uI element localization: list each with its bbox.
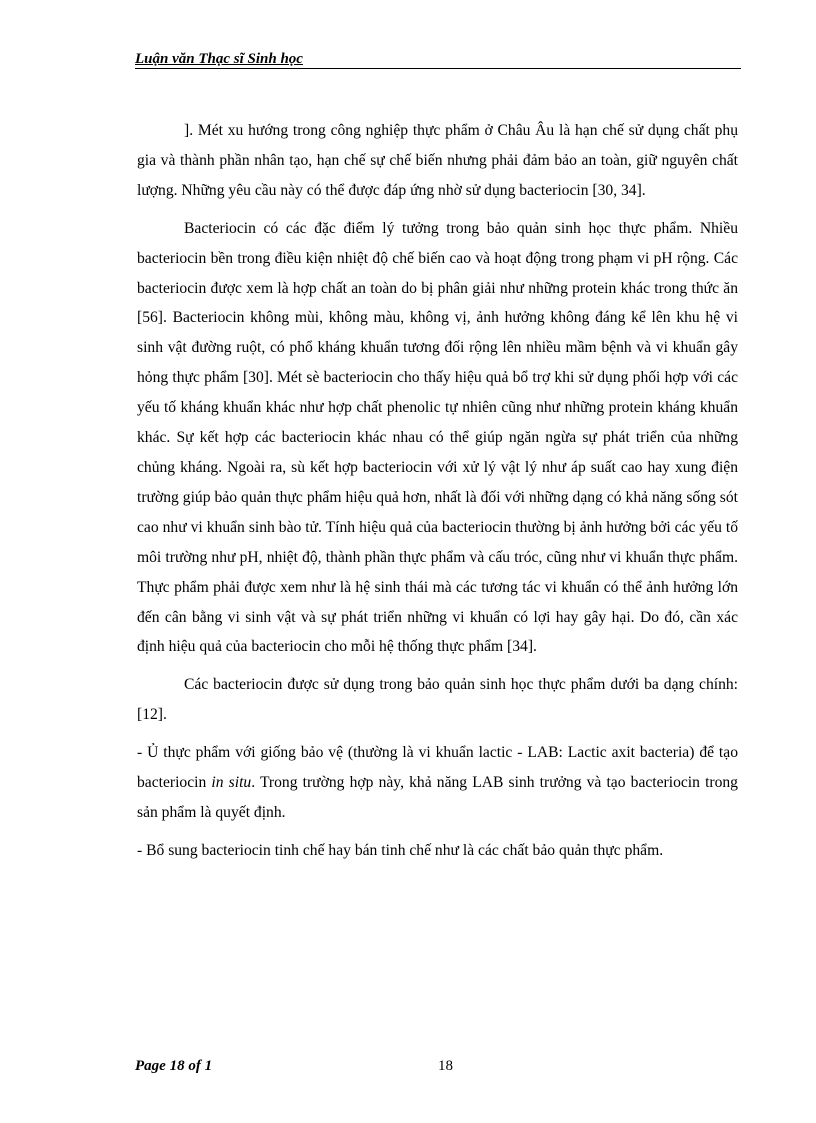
paragraph-1: ]. Mét xu hướng trong công nghiệp thực phẩm ở Châu Âu là hạn chế sử dụng chất phụ gia và thành phần nhân tạo, hạn chế sự chế biến nhưng phải đảm bảo an toàn, giữ nguyên chất lượng. Những yêu cầu này có thể được đáp ứng nhờ sử dụng bacteriocin [30, 34]. bbox=[137, 122, 738, 199]
paragraph-2: Bacteriocin có các đặc điểm lý tưởng trong bảo quản sinh học thực phẩm. Nhiều bacteriocin bền trong điều kiện nhiệt độ chế biến cao và hoạt động trong phạm vi pH rộng. Các bacteriocin được xem là hợp chất an toàn do bị phân giải như những protein khác trong thức ăn [56]. Bacteriocin không mùi, không màu, không vị, ảnh hưởng không đáng kể lên khu hệ vi sinh vật đường ruột, có phổ kháng khuẩn tương đối rộng lên nhiều mầm bệnh và vi khuẩn gây hỏng thực phẩm [30]. Mét sè bacteriocin cho thấy hiệu quả bổ trợ khi sử dụng phối hợp với các yếu tố kháng khuẩn khác như hợp chất phenolic tự nhiên cũng như những protein kháng khuẩn khác. Sự kết hợp các bacteriocin khác nhau có thể giúp ngăn ngừa sự phát triển của những chủng kháng. Ngoài ra, sù kết hợp bacteriocin với xử lý vật lý như áp suất cao hay xung điện trường giúp bảo quản thực phẩm hiệu quả hơn, nhất là đối với những dạng có khả năng sống sót cao như vi khuẩn sinh bào tử. Tính hiệu quả của bacteriocin thường bị ảnh hưởng bởi các yếu tố môi trường như pH, nhiệt độ, thành phần thực phẩm và cấu tróc, cũng như vi khuẩn thực phẩm. Thực phẩm phải được xem như là hệ sinh thái mà các tương tác vi khuẩn có thể ảnh hưởng lớn đến cân bằng vi sinh vật và sự phát triển những vi khuẩn có lợi hay gây hại. Do đó, cần xác định hiệu quả của bacteriocin cho mỗi hệ thống thực phẩm [34]. bbox=[137, 219, 738, 656]
footer-page-label: Page 18 of 1 bbox=[135, 1058, 213, 1074]
document-body bbox=[137, 116, 738, 866]
page-header bbox=[135, 50, 741, 69]
paragraph-4-italic: in situ bbox=[211, 774, 252, 792]
paragraph-4-text-after: . Trong trường hợp này, khả năng LAB sinh trưởng và tạo bacteriocin trong sản phẩm là quyết định. bbox=[137, 774, 738, 821]
paragraph-3: Các bacteriocin được sử dụng trong bảo quản sinh học thực phẩm dưới ba dạng chính: [12]. bbox=[137, 676, 738, 724]
footer-page-number: 18 bbox=[438, 1058, 453, 1074]
paragraph-4-text-before: - Ủ thực phẩm với giống bảo vệ (thường là vi khuẩn lactic - LAB: Lactic axit bacteria) để tạo bacteriocin bbox=[137, 744, 738, 792]
paragraph-5: - Bổ sung bacteriocin tinh chế hay bán tinh chế như là các chất bảo quản thực phẩm. bbox=[137, 841, 664, 859]
header-title: Luận văn Thạc sĩ Sinh học bbox=[135, 51, 303, 67]
paragraph-4 bbox=[137, 738, 738, 828]
